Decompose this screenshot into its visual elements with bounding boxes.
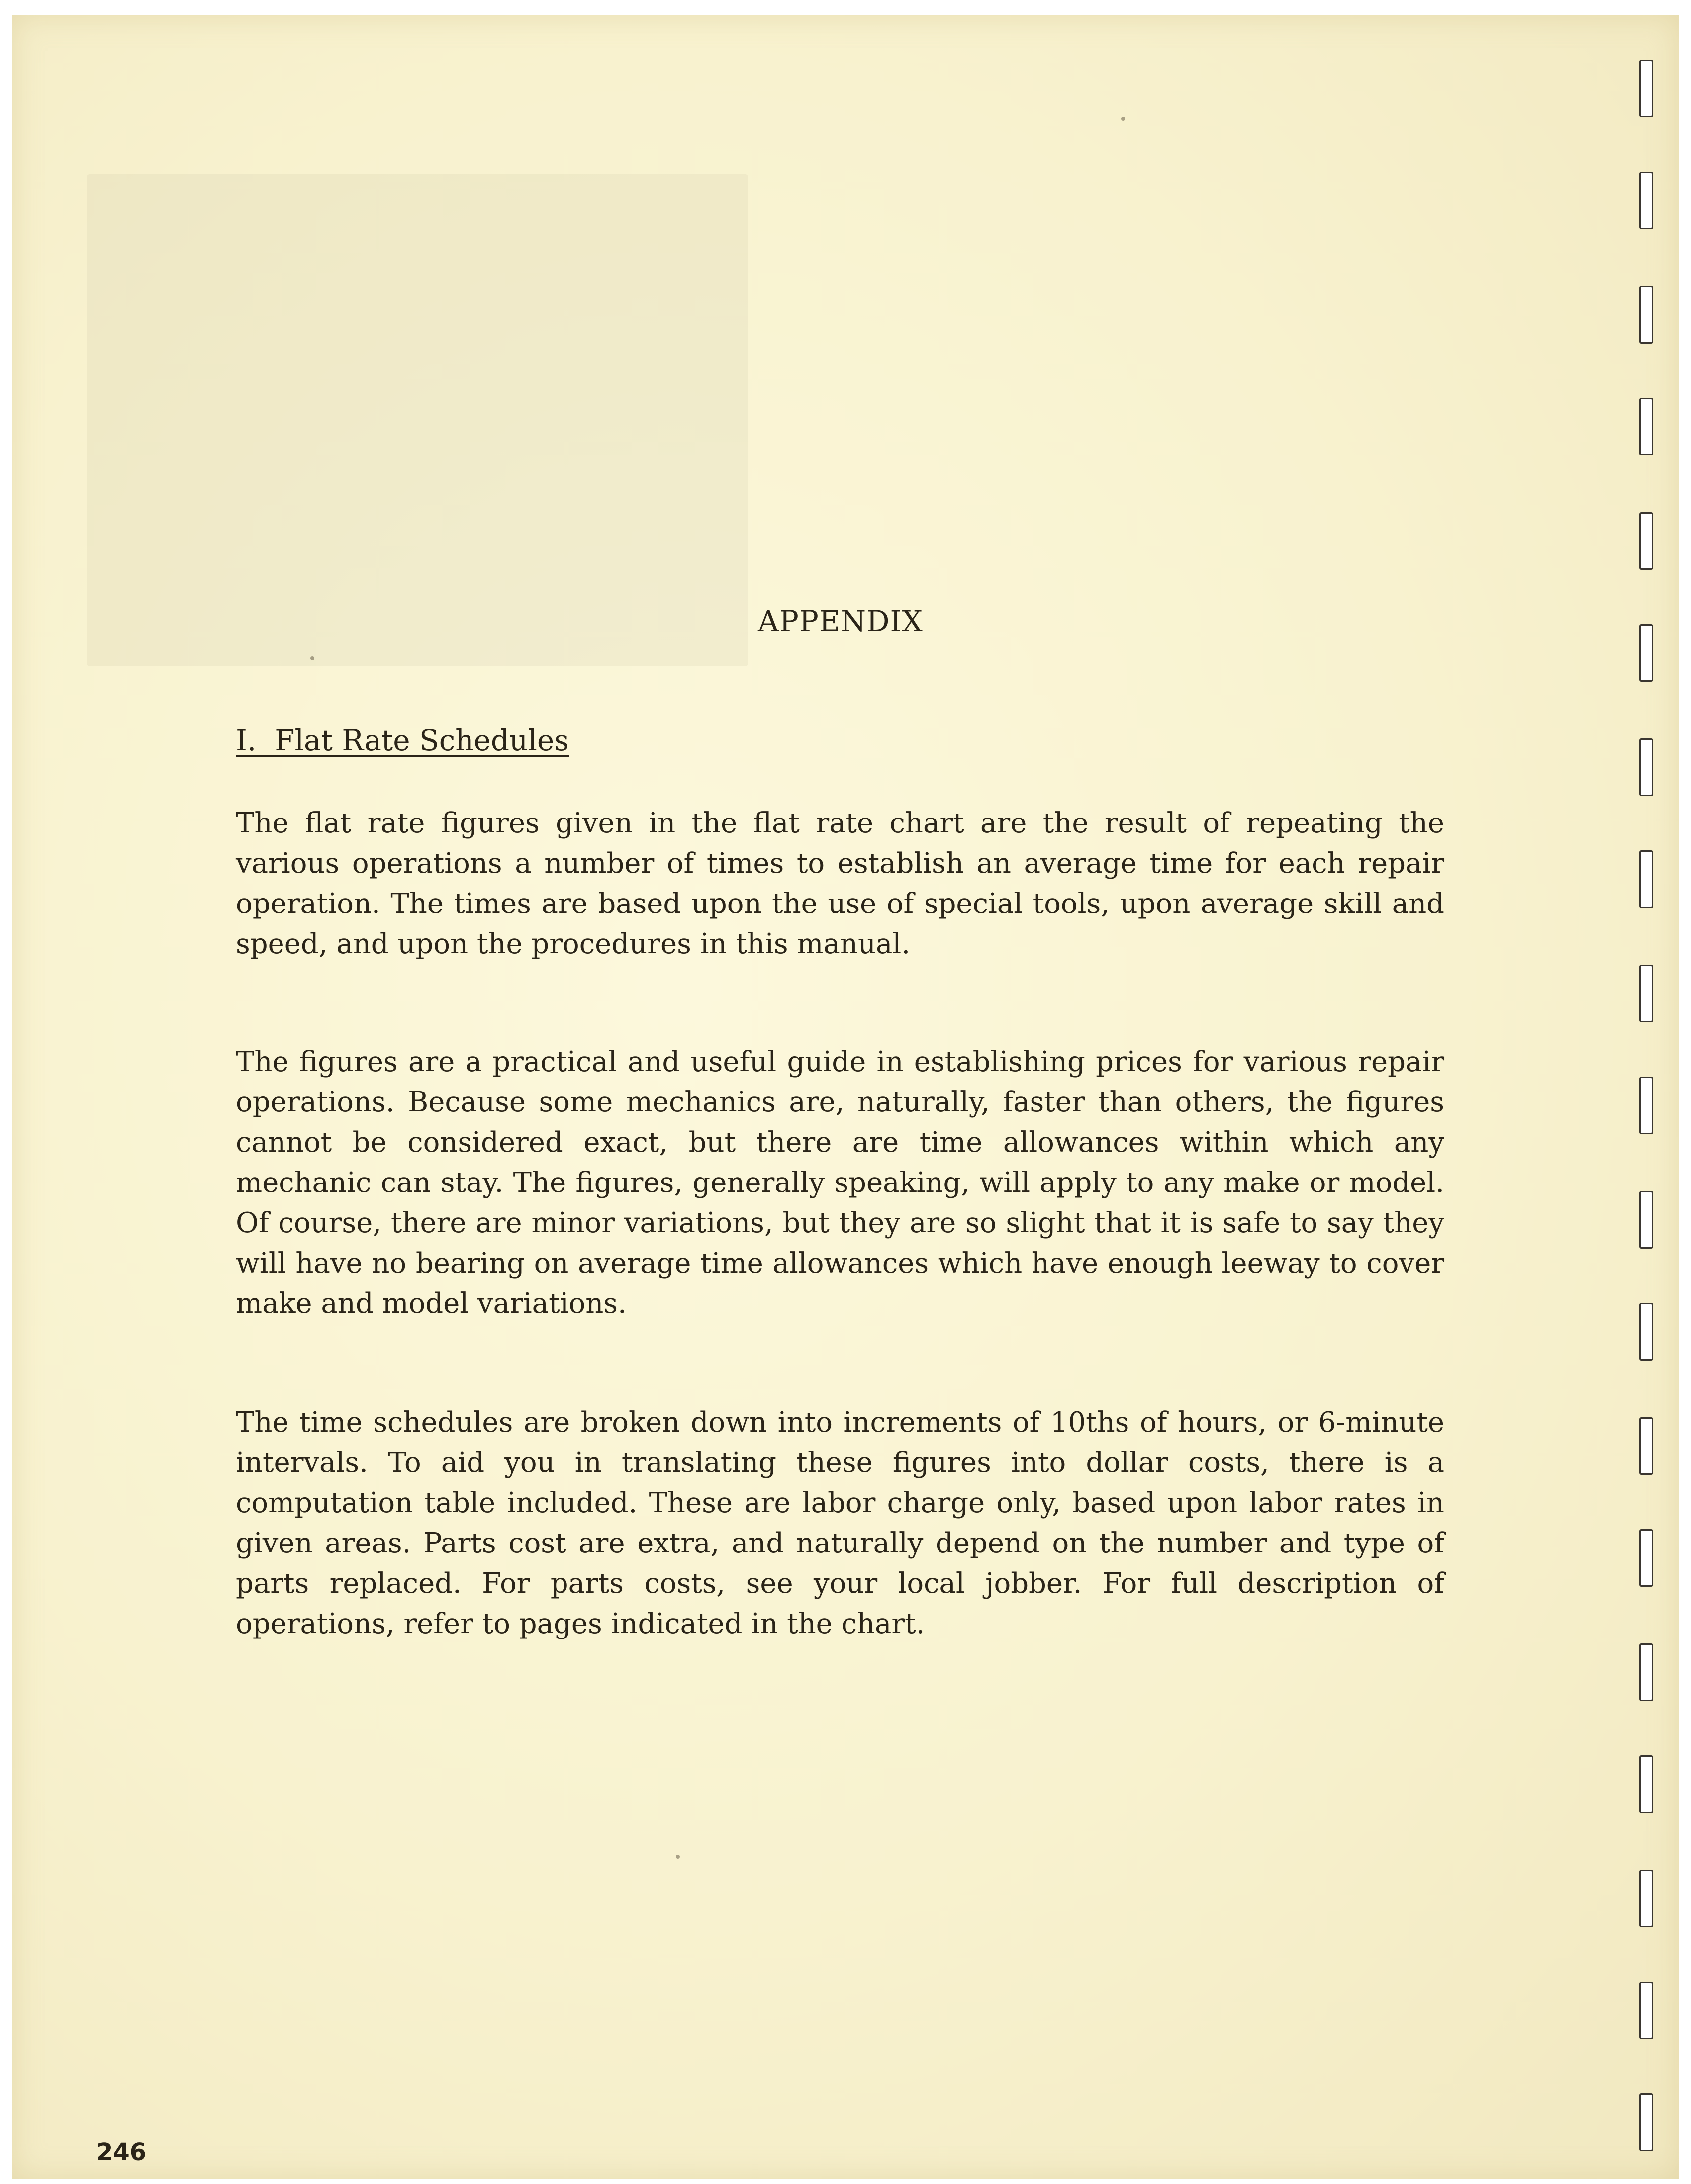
binding-hole (1639, 1643, 1653, 1701)
show-through-photo (87, 174, 748, 666)
document-page (12, 15, 1679, 2179)
binding-hole (1639, 398, 1653, 455)
paper-speck (676, 1855, 680, 1859)
binding-hole (1639, 1982, 1653, 2039)
binding-hole (1639, 512, 1653, 570)
binding-hole (1639, 1191, 1653, 1249)
paper-speck (310, 656, 314, 660)
appendix-title: APPENDIX (758, 604, 923, 638)
page-number: 246 (96, 2138, 147, 2166)
binding-hole (1639, 1870, 1653, 1927)
binding-hole (1639, 172, 1653, 229)
paragraph-2: The figures are a practical and useful guide in establishing prices for various repair operations. Because some mechanics are, naturally, faster than others, the figures cannot be considered exact, but there are time allowances within which any mechanic can stay. The figures, generally speaking, will apply to any make or model. Of course, there are minor variations, but they are so slight that it is safe to say they will have no bearing on average time allowances which have enough leeway to cover make and model variations. (236, 1046, 1444, 1320)
binding-hole (1639, 1303, 1653, 1361)
paragraph-3: The time schedules are broken down into increments of 10ths of hours, or 6-minute intervals. To aid you in translating these figures into dollar costs, there is a computation table included. These are labor charge only, based upon labor rates in given areas. Parts cost are extra, and naturally depend on the number and type of parts replaced. For parts costs, see your local jobber. For full description of operations, refer to pages indicated in the chart. (236, 1406, 1444, 1640)
binding-hole (1639, 1417, 1653, 1475)
section-heading: I. Flat Rate Schedules (236, 724, 569, 757)
binding-hole (1639, 965, 1653, 1022)
binding-hole (1639, 1755, 1653, 1813)
binding-hole (1639, 1529, 1653, 1587)
paragraph-1: The flat rate figures given in the flat rate chart are the result of repeating the various operations a number of times to establish an average time for each repair operation. The times are based upon the use of special tools, upon average skill and speed, and upon the procedures in this manual. (236, 807, 1444, 960)
paper-speck (1121, 117, 1125, 121)
binding-hole (1639, 286, 1653, 344)
binding-hole (1639, 1077, 1653, 1134)
spiral-binding-holes (1639, 60, 1659, 2173)
binding-hole (1639, 738, 1653, 796)
binding-hole (1639, 2093, 1653, 2151)
binding-hole (1639, 60, 1653, 117)
binding-hole (1639, 624, 1653, 682)
binding-hole (1639, 850, 1653, 908)
